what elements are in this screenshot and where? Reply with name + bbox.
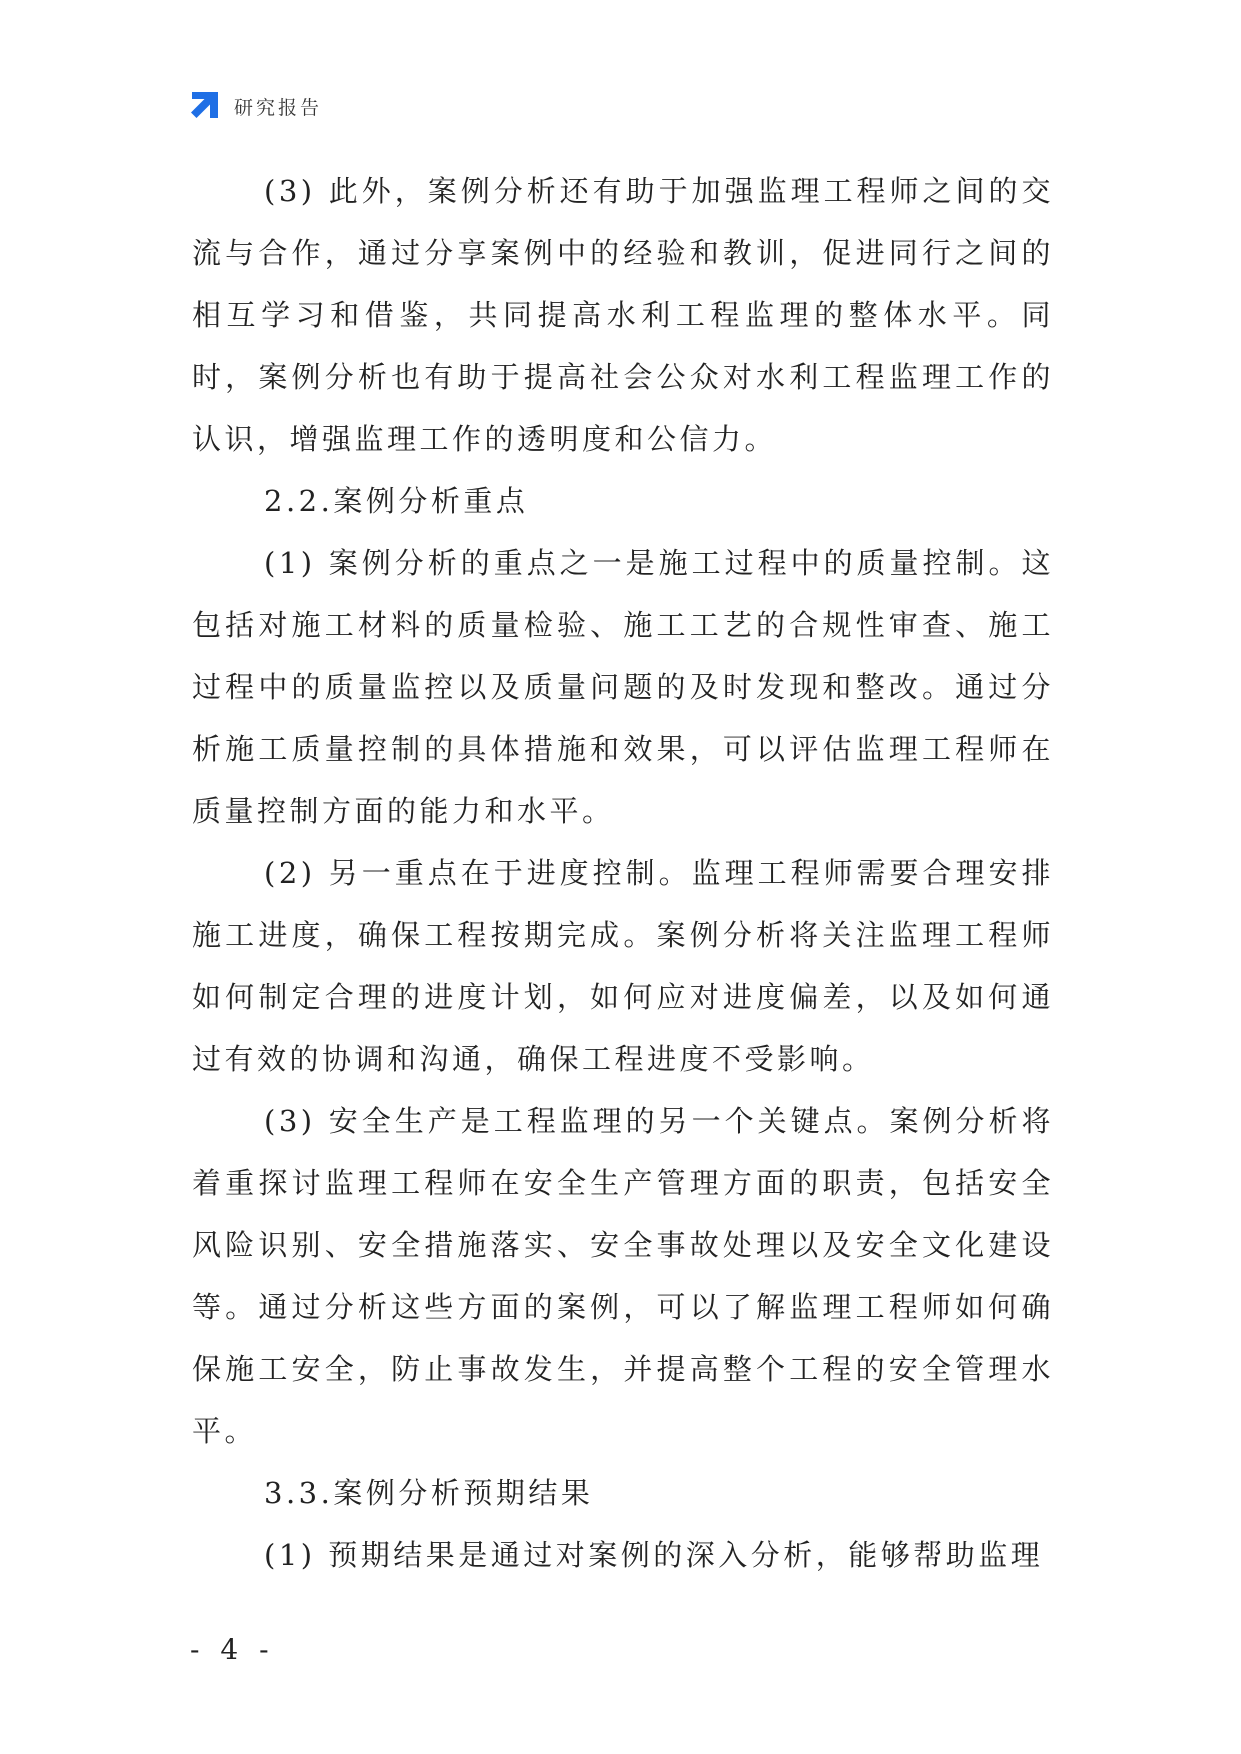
page-header (188, 88, 322, 124)
paragraph: (1) 案例分析的重点之一是施工过程中的质量控制。这包括对施工材料的质量检验、施工工艺的合规性审查、施工过程中的质量监控以及质量问题的及时发现和整改。通过分析施工质量控制的具体措施和效果，可以评估监理工程师在质量控制方面的能力和水平。 (192, 546, 1054, 828)
page-number: - 4 - (190, 1633, 275, 1666)
document-body (192, 160, 1054, 1586)
header-title: 研究报告 (234, 96, 323, 119)
paragraph: (3) 安全生产是工程监理的另一个关键点。案例分析将着重探讨监理工程师在安全生产管理方面的职责，包括安全风险识别、安全措施落实、安全事故处理以及安全文化建设等。通过分析这些方面的案例，可以了解监理工程师如何确保施工安全，防止事故发生，并提高整个工程的安全管理水平。 (192, 1104, 1054, 1448)
section-heading: 2.2.案例分析重点 (264, 484, 529, 518)
paragraph: (2) 另一重点在于进度控制。监理工程师需要合理安排施工进度，确保工程按期完成。案例分析将关注监理工程师如何制定合理的进度计划，如何应对进度偏差，以及如何通过有效的协调和沟通，确保工程进度不受影响。 (192, 856, 1054, 1076)
arrow-logo-icon (188, 90, 220, 122)
paragraph: (3) 此外，案例分析还有助于加强监理工程师之间的交流与合作，通过分享案例中的经验和教训，促进同行之间的相互学习和借鉴，共同提高水利工程监理的整体水平。同时，案例分析也有助于提高社会公众对水利工程监理工作的认识，增强监理工作的透明度和公信力。 (192, 174, 1054, 456)
section-heading: 3.3.案例分析预期结果 (264, 1476, 594, 1510)
paragraph: (1) 预期结果是通过对案例的深入分析，能够帮助监理 (264, 1538, 1044, 1572)
